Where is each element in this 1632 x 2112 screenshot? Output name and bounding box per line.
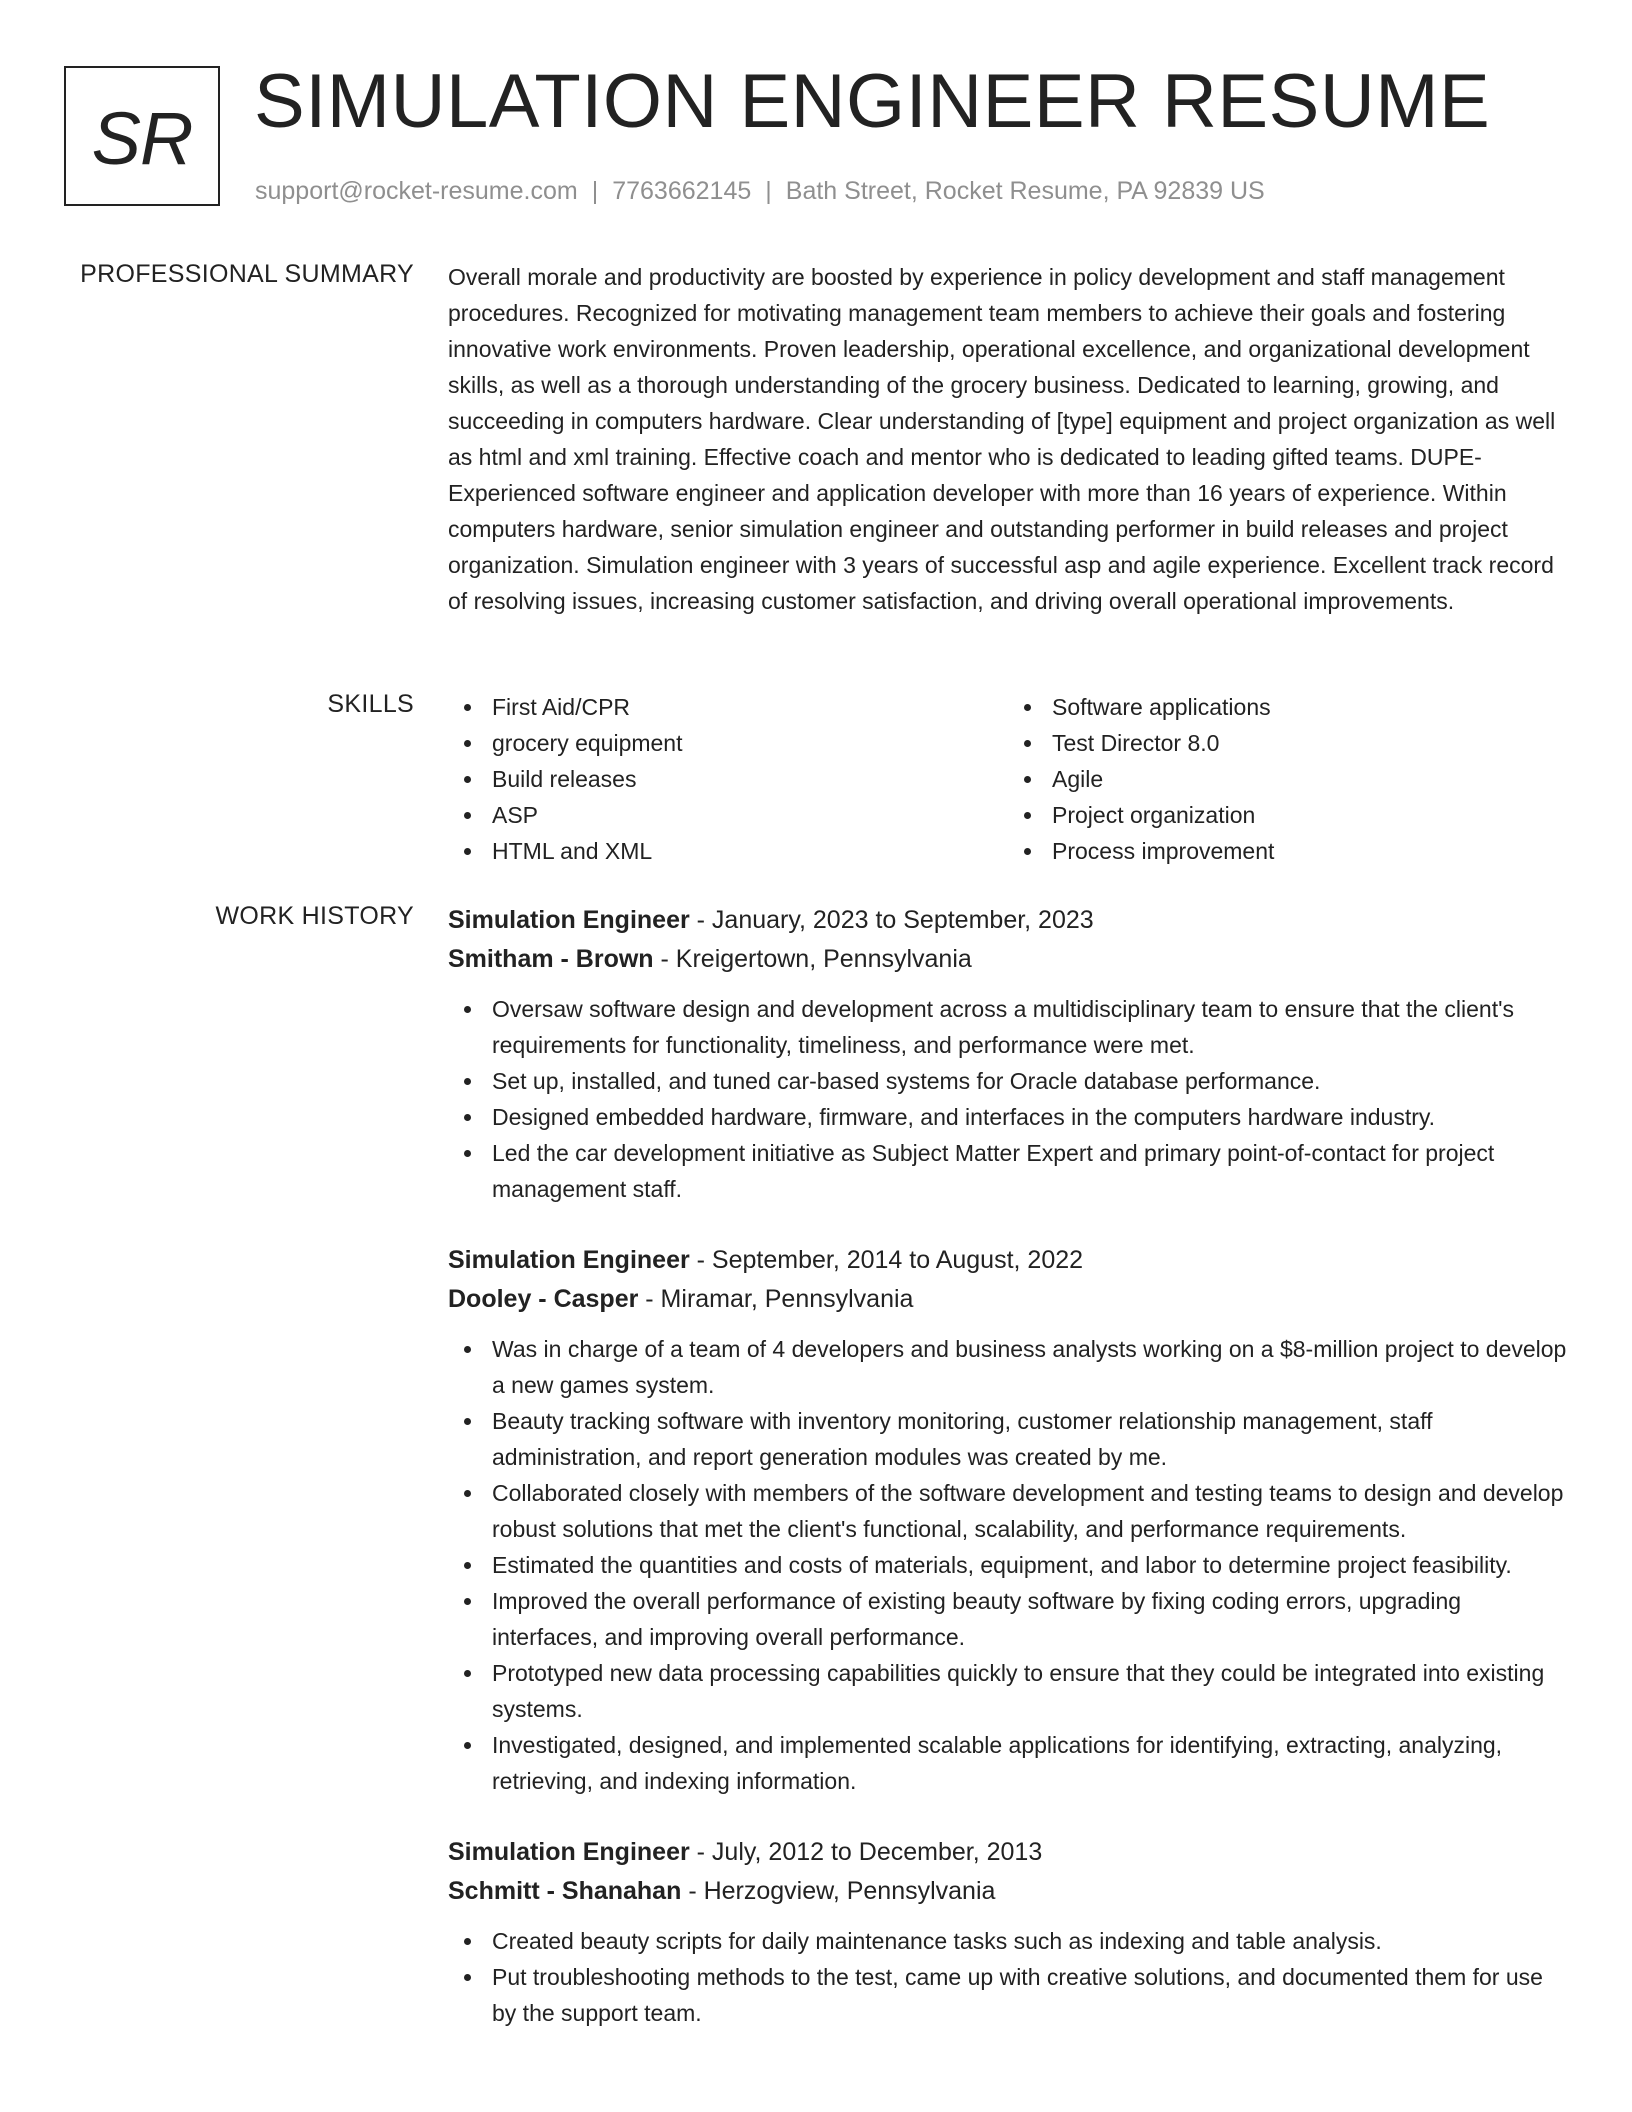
- job-bullet: Collaborated closely with members of the software development and testing teams to design and develop robust solutions that met the client's functional, scalability, and performance requirements.: [492, 1475, 1568, 1547]
- job-company-line: [448, 1872, 1568, 1911]
- summary-section-label: PROFESSIONAL SUMMARY: [80, 260, 414, 288]
- skill-item: Software applications: [1052, 689, 1568, 725]
- job-company: Schmitt - Shanahan: [448, 1877, 682, 1905]
- job-bullet: Oversaw software design and development across a multidisciplinary team to ensure that the client's requirements for functionality, timeliness, and performance were met.: [492, 991, 1568, 1063]
- job-bullet: Was in charge of a team of 4 developers and business analysts working on a $8-million project to develop a new games system.: [492, 1331, 1568, 1403]
- skill-item: Project organization: [1052, 797, 1568, 833]
- contact-separator: |: [591, 177, 599, 205]
- job-company: Dooley - Casper: [448, 1285, 639, 1313]
- job-entry: [448, 1833, 1568, 2031]
- job-dates: - July, 2012 to December, 2013: [689, 1838, 1043, 1866]
- skills-column-left: [448, 689, 1008, 869]
- job-company: Smitham - Brown: [448, 945, 654, 973]
- contact-address: Bath Street, Rocket Resume, PA 92839 US: [785, 177, 1265, 205]
- job-location: - Miramar, Pennsylvania: [638, 1285, 914, 1313]
- job-bullets: [448, 991, 1568, 1207]
- job-bullet: Improved the overall performance of existing beauty software by fixing coding errors, upgrading interfaces, and improving overall performance.: [492, 1583, 1568, 1655]
- work-section-label: WORK HISTORY: [215, 902, 414, 930]
- job-bullets: [448, 1331, 1568, 1799]
- job-company-line: [448, 1280, 1568, 1319]
- contact-separator: |: [765, 177, 772, 205]
- job-bullet: Created beauty scripts for daily maintenance tasks such as indexing and table analysis.: [492, 1923, 1568, 1959]
- skills-section: [448, 689, 1568, 869]
- monogram-box: [64, 66, 220, 206]
- job-bullet: Estimated the quantities and costs of materials, equipment, and labor to determine project feasibility.: [492, 1547, 1568, 1583]
- skill-item: Process improvement: [1052, 833, 1568, 869]
- job-bullet: Led the car development initiative as Subject Matter Expert and primary point-of-contact for project management staff.: [492, 1135, 1568, 1207]
- job-title: Simulation Engineer: [448, 1246, 690, 1274]
- resume-title: SIMULATION ENGINEER RESUME: [254, 59, 1491, 144]
- job-entry: [448, 1241, 1568, 1799]
- skill-item: HTML and XML: [492, 833, 1008, 869]
- job-bullet: Prototyped new data processing capabilities quickly to ensure that they could be integrated into existing systems.: [492, 1655, 1568, 1727]
- job-bullet: Put troubleshooting methods to the test, came up with creative solutions, and documented them for use by the support team.: [492, 1959, 1568, 2031]
- job-bullets: [448, 1923, 1568, 2031]
- summary-section: [448, 259, 1568, 619]
- job-title-line: [448, 1833, 1568, 1872]
- summary-text: Overall morale and productivity are boosted by experience in policy development and staff management procedures. Recognized for motivating management team members to achieve their goals and fostering innovative work environments. Proven leadership, operational excellence, and organizational development skills, as well as a thorough understanding of the grocery business. Dedicated to learning, growing, and succeeding in computers hardware. Clear understanding of [type] equipment and project organization as well as html and xml training. Effective coach and mentor who is dedicated to leading gifted teams. DUPE- Experienced software engineer and application developer with more than 16 years of experience. Within computers hardware, senior simulation engineer and outstanding performer in build releases and project organization. Simulation engineer with 3 years of successful asp and agile experience. Excellent track record of resolving issues, increasing customer satisfaction, and driving overall operational improvements.: [448, 264, 1556, 614]
- job-company-line: [448, 940, 1568, 979]
- job-bullet: Investigated, designed, and implemented scalable applications for identifying, extracting, analyzing, retrieving, and indexing information.: [492, 1727, 1568, 1799]
- work-section: [448, 901, 1568, 2065]
- contact-phone: 7763662145: [612, 177, 752, 205]
- contact-line: [255, 175, 1265, 207]
- skill-item: Build releases: [492, 761, 1008, 797]
- job-title-line: [448, 901, 1568, 940]
- skills-grid: [448, 689, 1568, 869]
- skill-item: First Aid/CPR: [492, 689, 1008, 725]
- skill-item: grocery equipment: [492, 725, 1008, 761]
- job-dates: - January, 2023 to September, 2023: [689, 906, 1094, 934]
- contact-email: support@rocket-resume.com: [255, 177, 578, 205]
- job-location: - Kreigertown, Pennsylvania: [653, 945, 972, 973]
- job-dates: - September, 2014 to August, 2022: [689, 1246, 1084, 1274]
- skill-item: Agile: [1052, 761, 1568, 797]
- job-location: - Herzogview, Pennsylvania: [681, 1877, 996, 1905]
- skill-item: ASP: [492, 797, 1008, 833]
- job-bullet: Designed embedded hardware, firmware, and interfaces in the computers hardware industry.: [492, 1099, 1568, 1135]
- monogram-initials: SR: [91, 96, 193, 180]
- skill-item: Test Director 8.0: [1052, 725, 1568, 761]
- job-title: Simulation Engineer: [448, 906, 690, 934]
- job-bullet: Beauty tracking software with inventory monitoring, customer relationship management, staff administration, and report generation modules was created by me.: [492, 1403, 1568, 1475]
- skills-column-right: [1008, 689, 1568, 869]
- job-title: Simulation Engineer: [448, 1838, 690, 1866]
- job-bullet: Set up, installed, and tuned car-based systems for Oracle database performance.: [492, 1063, 1568, 1099]
- skills-section-label: SKILLS: [327, 690, 414, 718]
- job-entry: [448, 901, 1568, 1207]
- job-title-line: [448, 1241, 1568, 1280]
